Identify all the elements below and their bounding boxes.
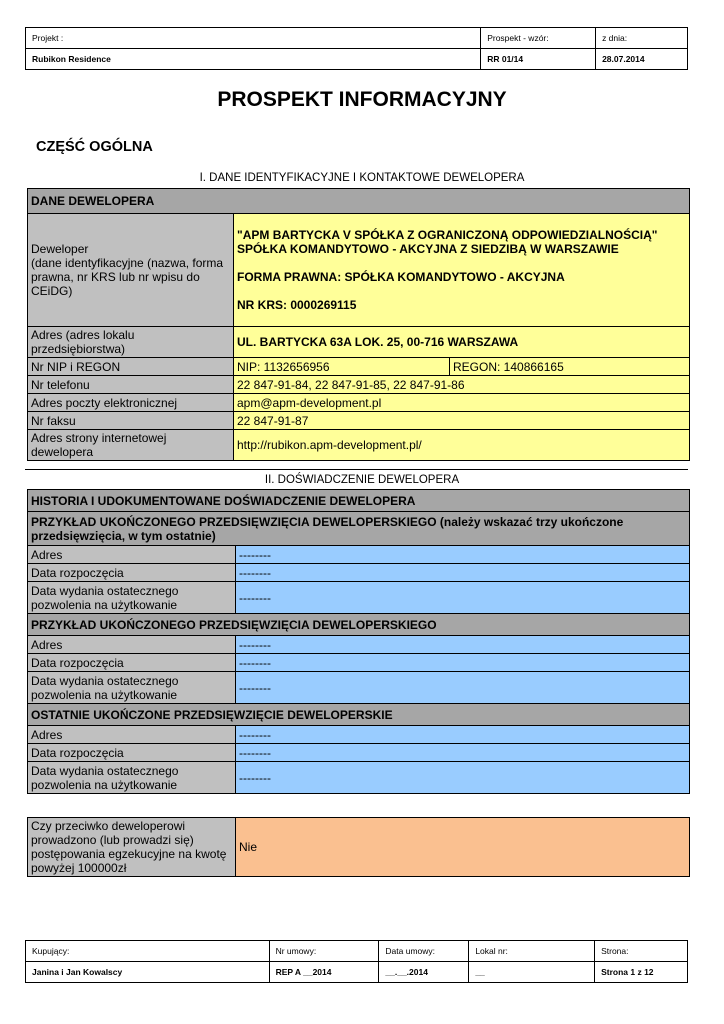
phone-label: Nr telefonu xyxy=(28,376,234,394)
contract-label: Nr umowy: xyxy=(269,941,379,962)
example-start-label: Data rozpoczęcia xyxy=(28,654,236,672)
example-address-value: -------- xyxy=(236,546,690,564)
email-value: apm@apm-development.pl xyxy=(234,394,690,412)
developer-label: Deweloper (dane identyfikacyjne (nazwa, forma prawna, nr KRS lub nr wpisu do CEiDG) xyxy=(28,214,234,327)
section-1-title: I. DANE IDENTYFIKACYJNE I KONTAKTOWE DEWELOPERA xyxy=(199,172,525,184)
address-label: Adres (adres lokalu przedsiębiorstwa) xyxy=(28,327,234,358)
website-value: http://rubikon.apm-development.pl/ xyxy=(234,430,690,461)
regon-value: REGON: 140866165 xyxy=(450,358,690,376)
fax-value: 22 847-91-87 xyxy=(234,412,690,430)
example-heading: PRZYKŁAD UKOŃCZONEGO PRZEDSIĘWZIĘCIA DEWELOPERSKIEGO (należy wskazać trzy ukończone przedsięwzięcia, w tym ostatnie) xyxy=(28,512,690,546)
example-start-value: -------- xyxy=(236,744,690,762)
project-value: Rubikon Residence xyxy=(26,49,481,70)
contract-date-value: __.__.2014 xyxy=(379,962,469,983)
page-subtitle: CZĘŚĆ OGÓLNA xyxy=(36,139,153,155)
page-title: PROSPEKT INFORMACYJNY xyxy=(217,88,507,111)
nip-value: NIP: 1132656956 xyxy=(234,358,450,376)
contract-value: REP A __2014 xyxy=(269,962,379,983)
example-start-label: Data rozpoczęcia xyxy=(28,564,236,582)
unit-value: __ xyxy=(469,962,595,983)
buyer-label: Kupujący: xyxy=(26,941,270,962)
example-permit-value: -------- xyxy=(236,762,690,794)
developer-legal-form: FORMA PRAWNA: SPÓŁKA KOMANDYTOWO - AKCYJNA xyxy=(237,270,565,284)
enforcement-label: Czy przeciwko deweloperowi prowadzono (lub prowadzi się) postępowania egzekucyjne na kwotę powyżej 100000zł xyxy=(28,818,236,877)
example-heading: OSTATNIE UKOŃCZONE PRZEDSIĘWZIĘCIE DEWELOPERSKIE xyxy=(28,704,690,726)
page-number: Strona 1 z 12 xyxy=(595,962,688,983)
nip-regon-label: Nr NIP i REGON xyxy=(28,358,234,376)
document-footer xyxy=(25,940,688,983)
fax-label: Nr faksu xyxy=(28,412,234,430)
example-permit-value: -------- xyxy=(236,582,690,614)
address-value: UL. BARTYCKA 63A LOK. 25, 00-716 WARSZAWA xyxy=(234,327,690,358)
example-address-label: Adres xyxy=(28,636,236,654)
developer-name: "APM BARTYCKA V SPÓŁKA Z OGRANICZONĄ ODPOWIEDZIALNOŚCIĄ" SPÓŁKA KOMANDYTOWO - AKCYJNA Z SIEDZIBĄ W WARSZAWIE xyxy=(237,228,658,256)
developer-krs: NR KRS: 0000269115 xyxy=(237,298,357,312)
project-label: Projekt : xyxy=(26,28,481,49)
experience-table-header: HISTORIA I UDOKUMENTOWANE DOŚWIADCZENIE DEWELOPERA xyxy=(28,490,690,512)
page-label: Strona: xyxy=(595,941,688,962)
buyer-value: Janina i Jan Kowalscy xyxy=(26,962,270,983)
document-header xyxy=(25,27,688,70)
example-address-label: Adres xyxy=(28,546,236,564)
example-permit-label: Data wydania ostatecznego pozwolenia na użytkowanie xyxy=(28,582,236,614)
website-label: Adres strony internetowej dewelopera xyxy=(28,430,234,461)
experience-table xyxy=(27,489,690,794)
enforcement-value: Nie xyxy=(236,818,690,877)
developer-table-header: DANE DEWELOPERA xyxy=(28,189,690,214)
developer-value xyxy=(234,214,690,327)
date-value: 28.07.2014 xyxy=(596,49,688,70)
unit-label: Lokal nr: xyxy=(469,941,595,962)
example-permit-label: Data wydania ostatecznego pozwolenia na użytkowanie xyxy=(28,762,236,794)
pattern-label: Prospekt - wzór: xyxy=(481,28,596,49)
enforcement-table xyxy=(27,817,690,877)
section-2-title: II. DOŚWIADCZENIE DEWELOPERA xyxy=(264,474,460,486)
example-address-value: -------- xyxy=(236,726,690,744)
pattern-value: RR 01/14 xyxy=(481,49,596,70)
example-address-value: -------- xyxy=(236,636,690,654)
example-start-label: Data rozpoczęcia xyxy=(28,744,236,762)
date-label: z dnia: xyxy=(596,28,688,49)
example-permit-label: Data wydania ostatecznego pozwolenia na użytkowanie xyxy=(28,672,236,704)
developer-data-table xyxy=(27,188,690,461)
phone-value: 22 847-91-84, 22 847-91-85, 22 847-91-86 xyxy=(234,376,690,394)
section-divider xyxy=(25,469,688,470)
example-start-value: -------- xyxy=(236,654,690,672)
email-label: Adres poczty elektronicznej xyxy=(28,394,234,412)
contract-date-label: Data umowy: xyxy=(379,941,469,962)
example-start-value: -------- xyxy=(236,564,690,582)
example-heading: PRZYKŁAD UKOŃCZONEGO PRZEDSIĘWZIĘCIA DEWELOPERSKIEGO xyxy=(28,614,690,636)
example-address-label: Adres xyxy=(28,726,236,744)
example-permit-value: -------- xyxy=(236,672,690,704)
